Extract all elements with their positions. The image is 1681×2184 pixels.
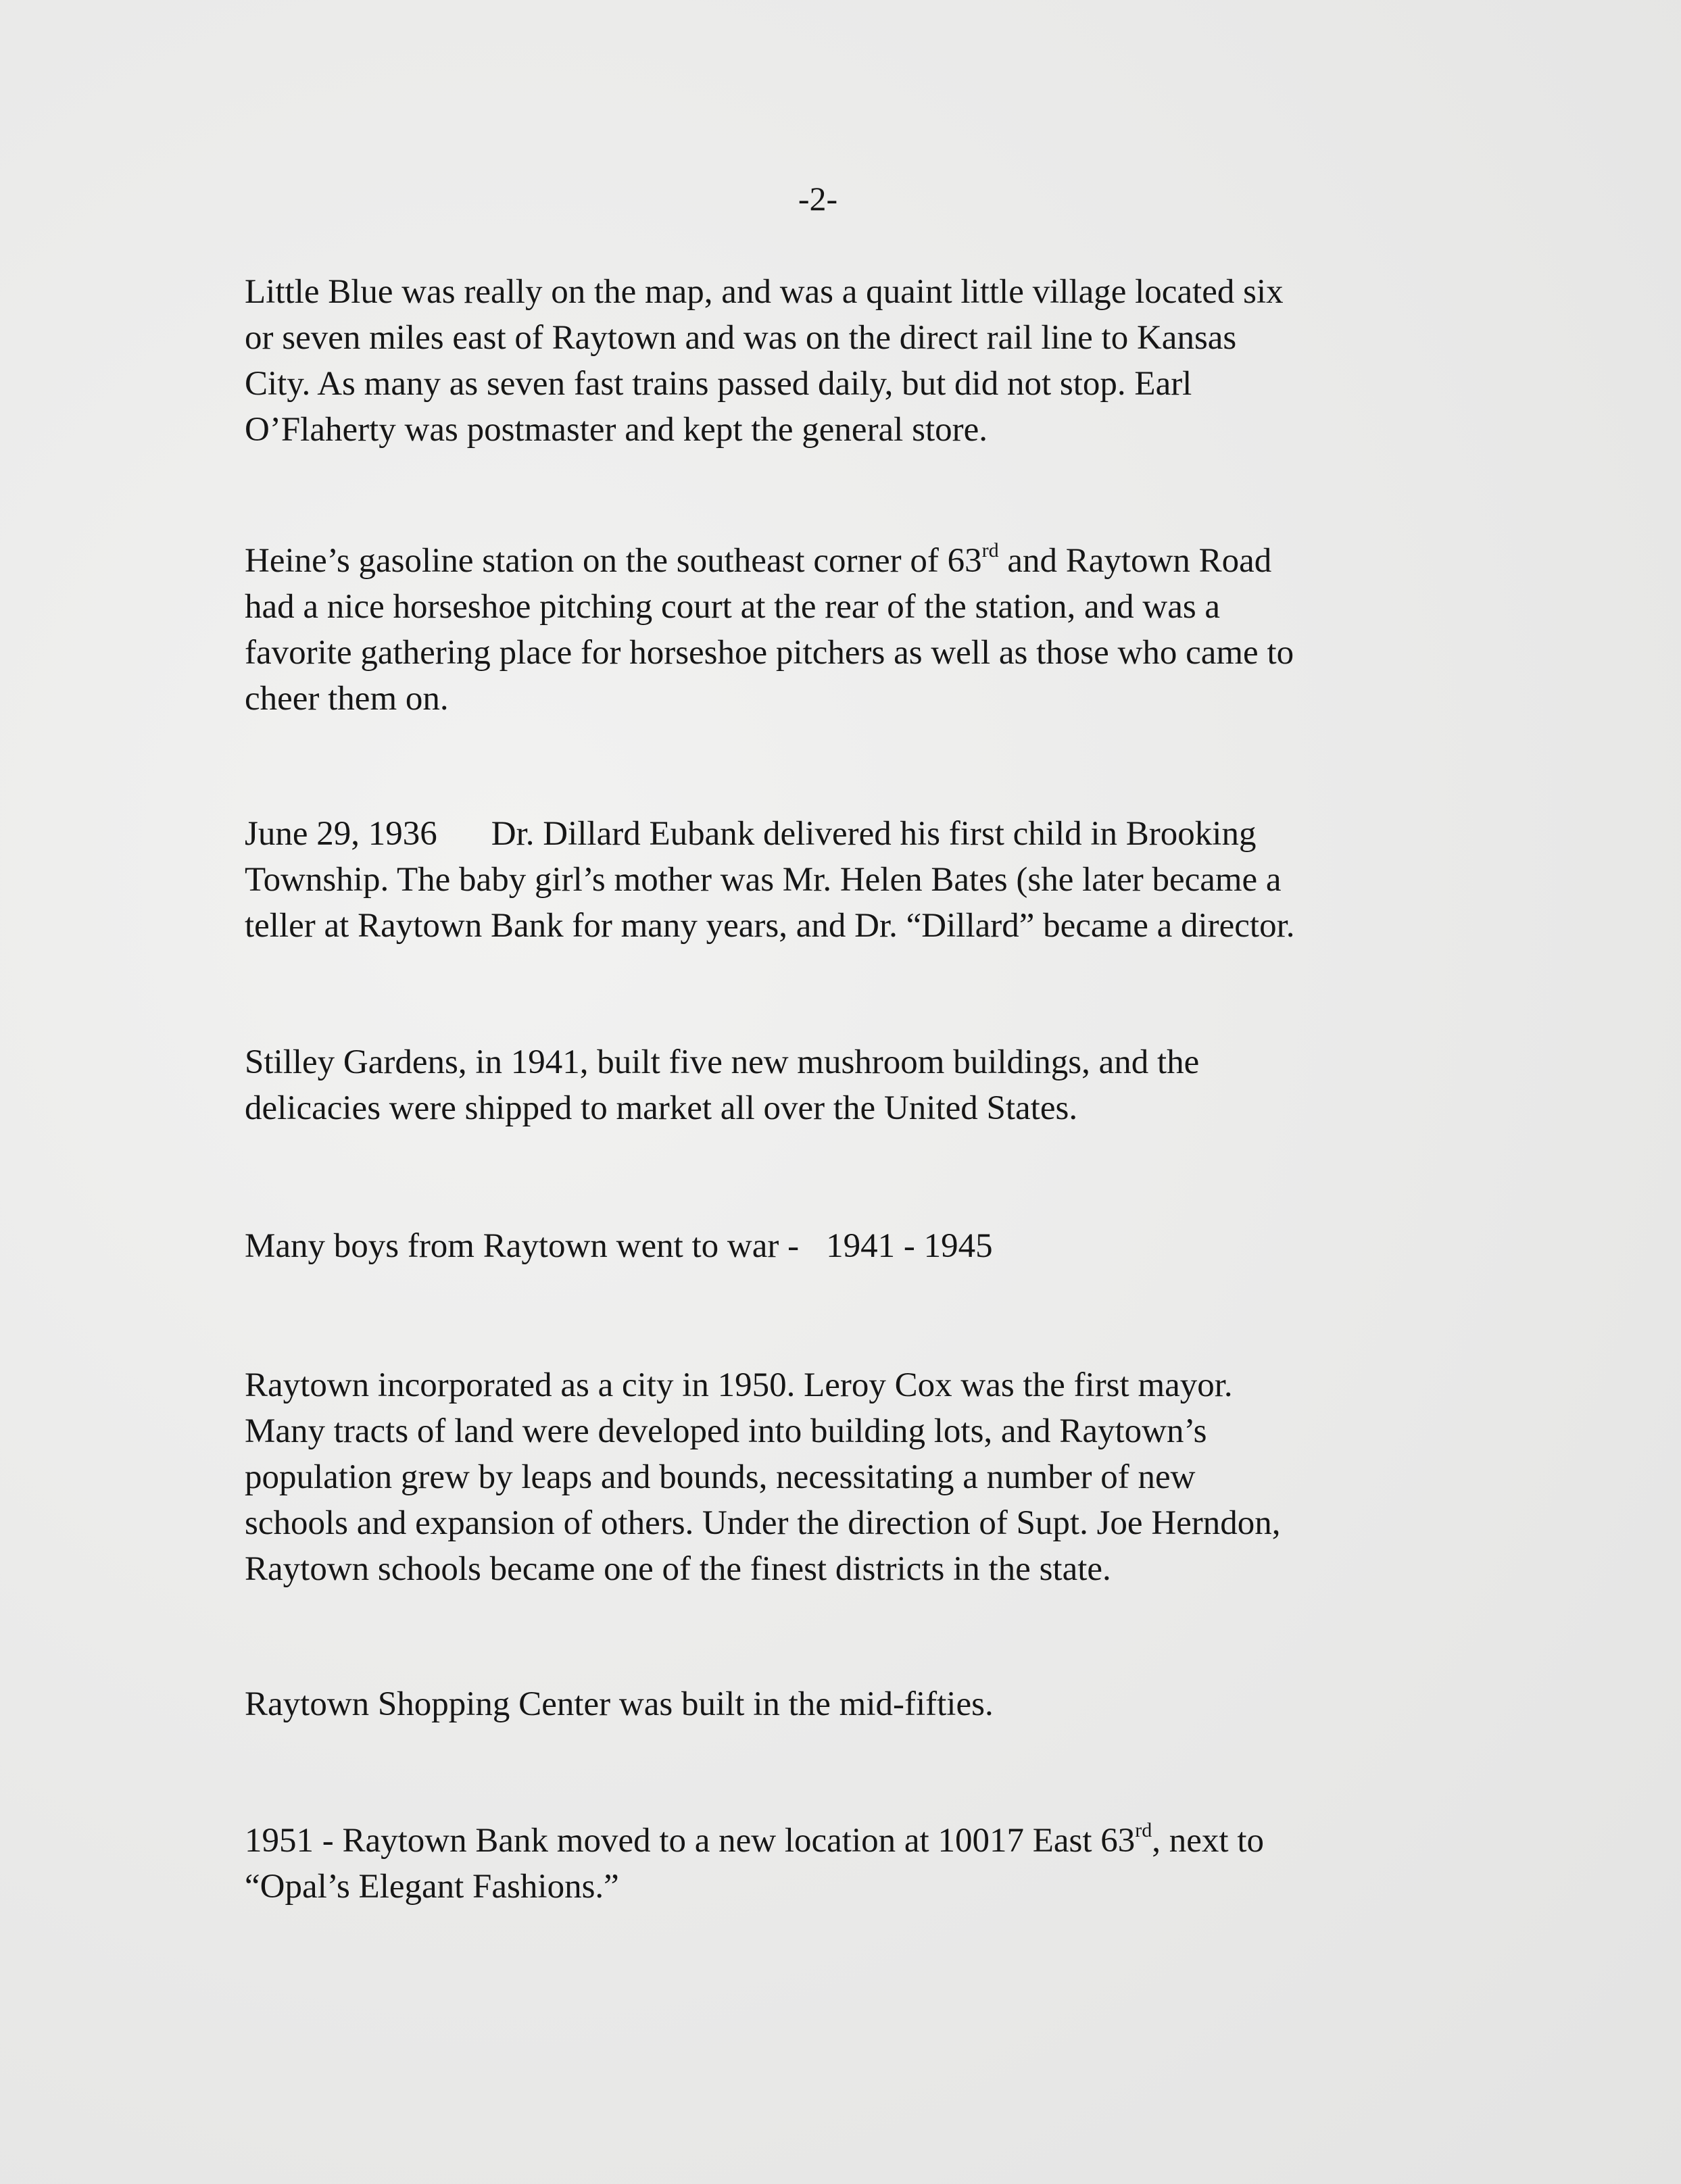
date-label: June 29, 1936 <box>245 815 437 853</box>
line-text: 1951 - Raytown Bank moved to a new location at 10017 East 63 <box>245 1822 1136 1860</box>
paragraph-line: delicacies were shipped to market all over the United States. <box>245 1089 1078 1127</box>
paragraph-line: Raytown Shopping Center was built in the mid-fifties. <box>245 1685 994 1723</box>
page-number: -2- <box>798 180 838 218</box>
paragraph-line: population grew by leaps and bounds, necessitating a number of new <box>245 1458 1196 1496</box>
paragraph-june-1936 <box>245 811 1455 949</box>
superscript: rd <box>1135 1819 1152 1841</box>
line-text: Heine’s gasoline station on the southeast corner of 63 <box>245 542 982 580</box>
line-text: and Raytown Road <box>998 542 1272 580</box>
line-text: , next to <box>1152 1822 1264 1860</box>
paragraph-line: “Opal’s Elegant Fashions.” <box>245 1868 619 1906</box>
paragraph-line: cheer them on. <box>245 680 449 718</box>
paragraph-line: City. As many as seven fast trains passed daily, but did not stop. Earl <box>245 365 1192 403</box>
line-text: Dr. Dillard Eubank delivered his first child in Brooking <box>491 815 1257 853</box>
superscript: rd <box>981 539 999 562</box>
paragraph-incorporation <box>245 1362 1455 1592</box>
paragraph-line: favorite gathering place for horseshoe pitchers as well as those who came to <box>245 634 1294 672</box>
paragraph-line: had a nice horseshoe pitching court at the rear of the station, and was a <box>245 588 1221 626</box>
paragraph-little-blue <box>245 269 1455 453</box>
paragraph-line <box>245 811 1455 857</box>
paragraph-bank-move <box>245 1818 1455 1910</box>
paragraph-line: Raytown schools became one of the finest districts in the state. <box>245 1550 1111 1588</box>
paragraph-line <box>245 1818 1455 1864</box>
war-years: 1941 - 1945 <box>826 1227 993 1265</box>
paragraph-line: O’Flaherty was postmaster and kept the general store. <box>245 411 988 449</box>
paragraph-line: schools and expansion of others. Under the direction of Supt. Joe Herndon, <box>245 1504 1281 1542</box>
paragraph-line: Many tracts of land were developed into building lots, and Raytown’s <box>245 1412 1207 1450</box>
paragraph-line: Little Blue was really on the map, and was a quaint little village located six <box>245 273 1284 311</box>
paragraph-stilley-gardens <box>245 1039 1455 1131</box>
paragraph-line: Stilley Gardens, in 1941, built five new mushroom buildings, and the <box>245 1043 1200 1081</box>
paragraph-heines-station <box>245 538 1455 722</box>
paragraph-line: Township. The baby girl’s mother was Mr. Helen Bates (she later became a <box>245 861 1282 899</box>
paragraph-line <box>245 1223 1455 1269</box>
paragraph-line: or seven miles east of Raytown and was on the direct rail line to Kansas <box>245 319 1237 357</box>
paragraph-shopping-center <box>245 1681 1455 1727</box>
paragraph-line: teller at Raytown Bank for many years, and Dr. “Dillard” became a director. <box>245 907 1295 945</box>
paragraph-line <box>245 538 1455 584</box>
paragraph-line: Raytown incorporated as a city in 1950. Leroy Cox was the first mayor. <box>245 1366 1233 1404</box>
line-text: Many boys from Raytown went to war - <box>245 1227 800 1265</box>
paragraph-war <box>245 1223 1455 1269</box>
